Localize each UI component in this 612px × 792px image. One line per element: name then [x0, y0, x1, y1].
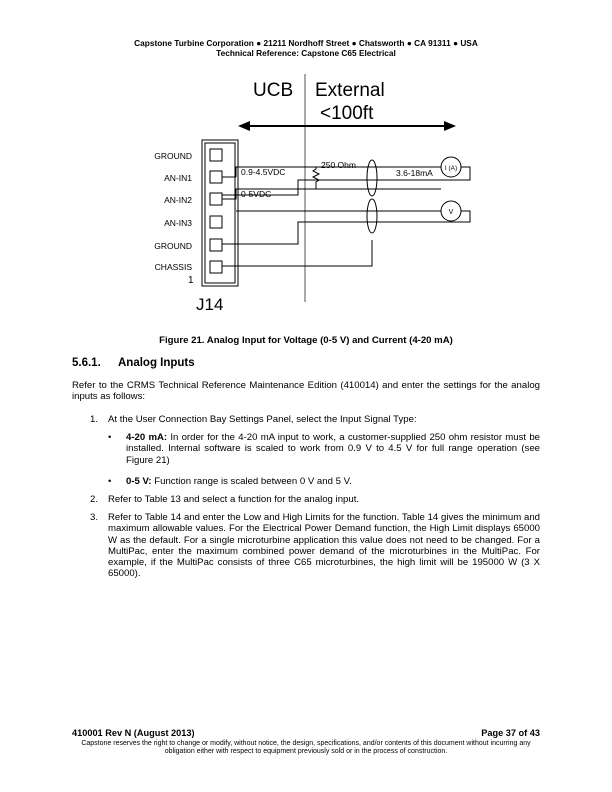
pin-2-box — [210, 171, 222, 183]
voltage-source-label: V — [448, 209, 454, 216]
section-title: Analog Inputs — [118, 357, 195, 369]
intro-paragraph: Refer to the CRMS Technical Reference Maintenance Edition (410014) and enter the settings for the analog inputs as follows: — [72, 380, 540, 403]
current-source-label: I (A) — [444, 165, 458, 172]
footer-disclaimer: Capstone reserves the right to change or modify, without notice, the design, specifications, and/or contents of this document without incurring any obligation either with respect to equipment previously sold or in the process of construction. — [81, 740, 531, 756]
pin-label-an-in1: AN-IN1 — [164, 173, 192, 183]
bullet-4-20ma — [126, 432, 540, 466]
resistor-250-ohm — [313, 167, 319, 189]
header-reference-line: Technical Reference: Capstone C65 Electrical — [216, 48, 396, 58]
arrow-left-head — [238, 121, 250, 131]
step-3-text: Refer to Table 14 and enter the Low and High Limits for the function. Table 14 gives the minimum and maximum allowable values. For the Electrical Power Demand function, the High Limit displays 65000 W as the default. For a single microturbine application this value does not need to be changed. For a MultiPac, enter the maximum combined power demand of the microturbines in the MultiPac. For example, if the MultiPac consists of three C65 microturbines, the high limit will be 195000 W (3 X 65000). — [108, 512, 540, 580]
pin-1-box — [210, 149, 222, 161]
label-external: External — [315, 80, 385, 101]
wire-return-voltage — [222, 211, 470, 244]
pin-label-chassis: CHASSIS — [154, 262, 192, 272]
section-heading — [72, 357, 195, 369]
pin-6-box — [210, 261, 222, 273]
step-2-number: 2. — [90, 494, 99, 505]
footer-doc-id: 410001 Rev N (August 2013) — [72, 728, 195, 738]
bullet-2-term: 0-5 V: — [126, 476, 152, 487]
footer-page-number: Page 37 of 43 — [481, 728, 540, 738]
pin-label-an-in3: AN-IN3 — [164, 218, 192, 228]
shield-ellipse-2 — [367, 199, 377, 233]
step-2-text: Refer to Table 13 and select a function for the analog input. — [108, 494, 360, 505]
pin-label-ground-2: GROUND — [154, 241, 192, 251]
resistor-label: 250 Ohm — [321, 160, 356, 170]
arrow-right-head — [444, 121, 456, 131]
pin-3-box — [210, 193, 222, 205]
step-3-number: 3. — [90, 512, 99, 523]
header-company-line: Capstone Turbine Corporation ● 21211 Nordhoff Street ● Chatsworth ● CA 91311 ● USA — [134, 38, 478, 48]
bullet-1-mark: • — [108, 432, 112, 443]
voltage-in1-label: 0.9-4.5VDC — [241, 167, 286, 177]
analog-input-wiring-diagram — [0, 70, 612, 332]
pin-4-box — [210, 216, 222, 228]
pin-one-marker: 1 — [188, 275, 194, 286]
label-distance: <100ft — [320, 103, 374, 124]
bullet-2-mark: • — [108, 476, 112, 487]
step-1-number: 1. — [90, 414, 99, 425]
pin-label-ground: GROUND — [154, 151, 192, 161]
section-number: 5.6.1. — [72, 357, 101, 369]
current-range-label: 3.6-18mA — [396, 168, 433, 178]
shield-ellipse-1 — [367, 160, 377, 196]
bullet-2-text: Function range is scaled between 0 V and 5 V. — [151, 476, 352, 487]
pin-5-box — [210, 239, 222, 251]
step-1-text: At the User Connection Bay Settings Panel, select the Input Signal Type: — [108, 414, 417, 425]
label-ucb: UCB — [253, 80, 294, 101]
bullet-0-5v — [126, 476, 540, 487]
bullet-1-term: 4-20 mA: — [126, 432, 168, 443]
figure-caption: Figure 21. Analog Input for Voltage (0-5 V) and Current (4-20 mA) — [159, 335, 453, 346]
pin-label-an-in2: AN-IN2 — [164, 195, 192, 205]
bullet-1-text: In order for the 4-20 mA input to work, a customer-supplied 250 ohm resistor must be installed. Internal software is scaled to work from 0.9 V to 4.5 V for full range operation (see Figure 21) — [126, 432, 540, 466]
connector-name: J14 — [196, 295, 224, 314]
voltage-in2-label: 0-5VDC — [241, 189, 272, 199]
